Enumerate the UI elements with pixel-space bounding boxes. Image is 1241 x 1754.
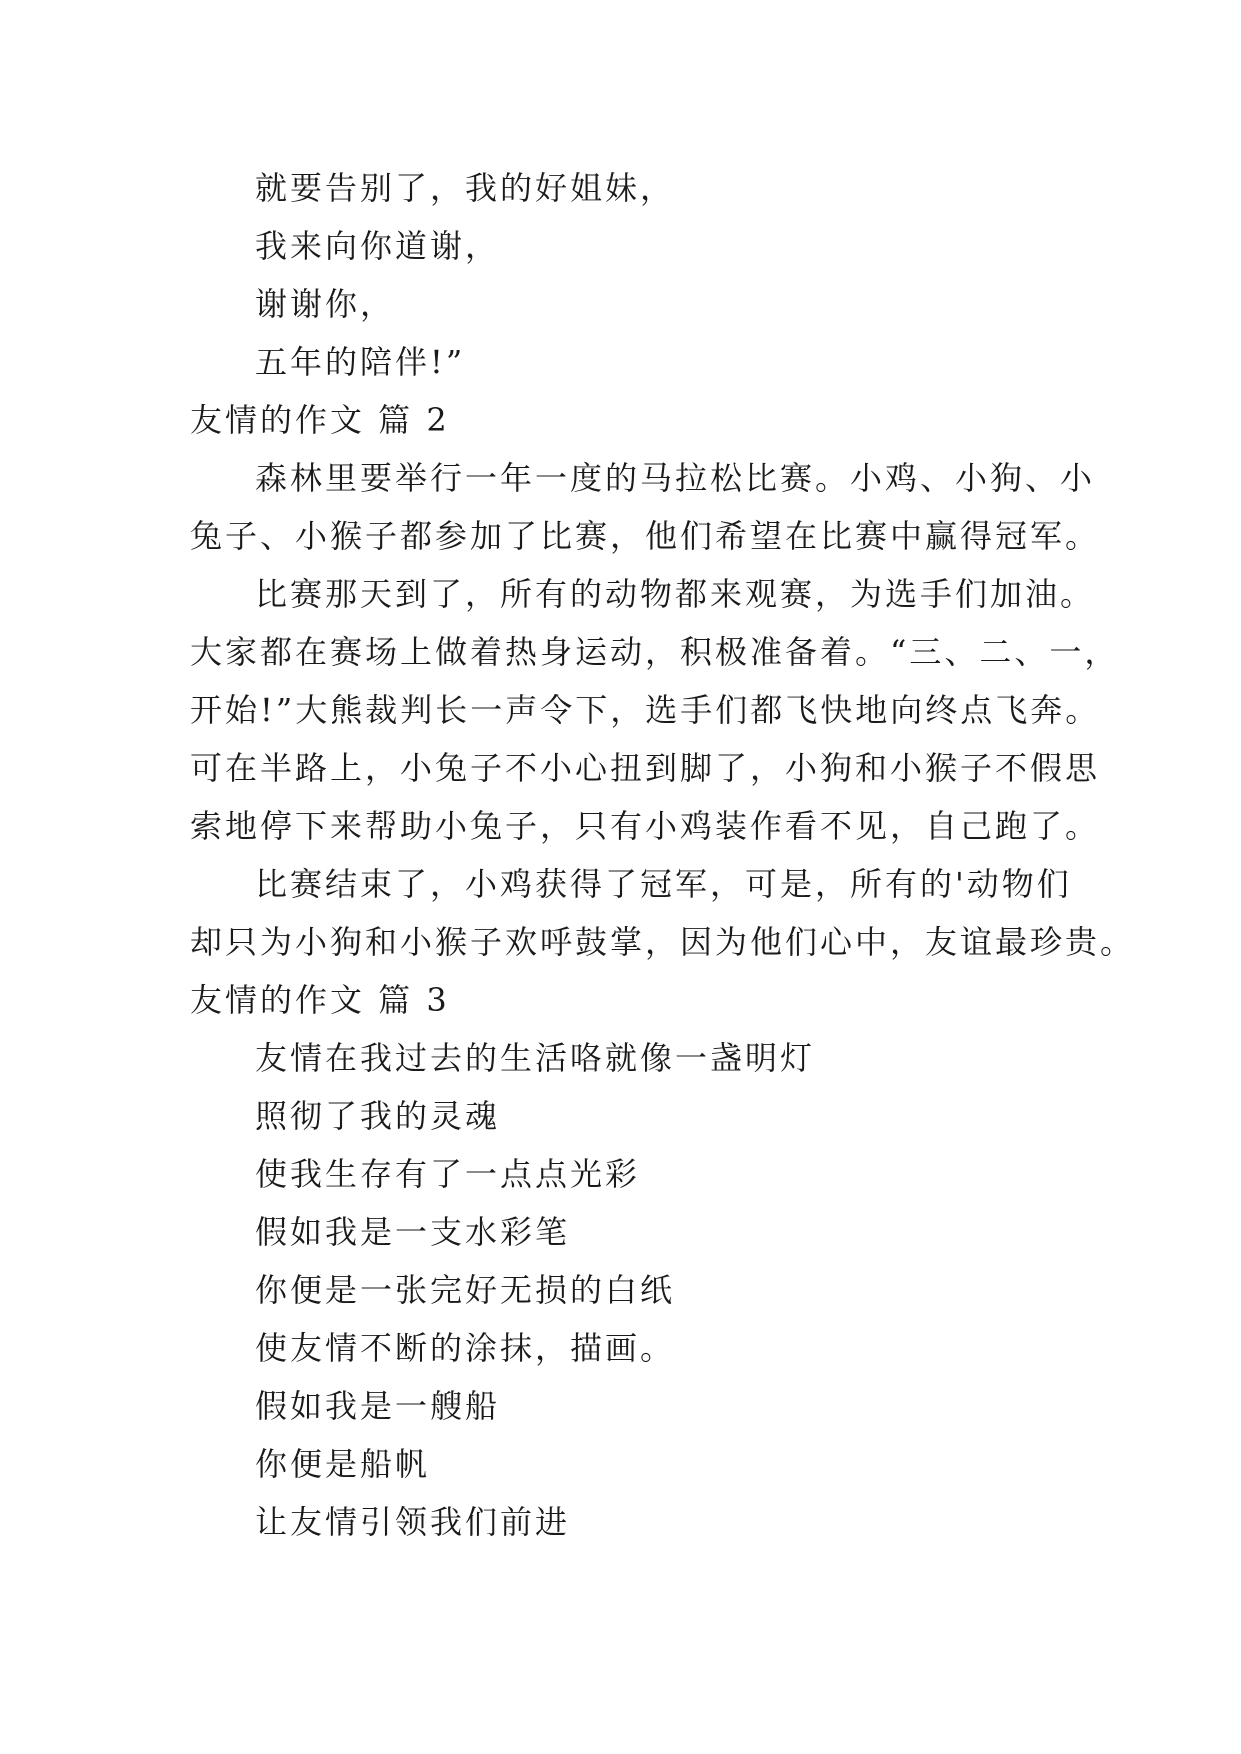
paragraph-line: 比赛结束了，小鸡获得了冠军，可是，所有的'动物们 <box>255 865 1072 903</box>
paragraph-line: 索地停下来帮助小兔子，只有小鸡装作看不见，自己跑了。 <box>190 807 1101 845</box>
poem-line: 使友情不断的涂抹，描画。 <box>255 1329 676 1367</box>
paragraph-line: 可在半路上，小兔子不小心扭到脚了，小狗和小猴子不假思 <box>190 749 1101 787</box>
poem-line: 照彻了我的灵魂 <box>255 1097 501 1135</box>
poem-line: 友情在我过去的生活咯就像一盏明灯 <box>255 1039 816 1077</box>
paragraph-line: 兔子、小猴子都参加了比赛，他们希望在比赛中赢得冠军。 <box>190 517 1101 555</box>
paragraph-line: 却只为小狗和小猴子欢呼鼓掌，因为他们心中，友谊最珍贵。 <box>190 923 1136 961</box>
poem-line: 就要告别了，我的好姐妹， <box>255 169 676 207</box>
poem-line: 你便是船帆 <box>255 1445 431 1483</box>
poem-line: 假如我是一艘船 <box>255 1387 501 1425</box>
poem-line: 使我生存有了一点点光彩 <box>255 1155 641 1193</box>
paragraph-line: 开始!”大熊裁判长一声令下，选手们都飞快地向终点飞奔。 <box>190 691 1101 729</box>
section-heading: 友情的作文 篇 2 <box>190 401 450 439</box>
poem-line: 谢谢你， <box>255 285 396 323</box>
paragraph-line: 大家都在赛场上做着热身运动，积极准备着。“三、二、一， <box>190 633 1120 671</box>
section-heading: 友情的作文 篇 3 <box>190 981 450 1019</box>
poem-line: 我来向你道谢， <box>255 227 501 265</box>
poem-line: 让友情引领我们前进 <box>255 1503 571 1541</box>
poem-line: 假如我是一支水彩笔 <box>255 1213 571 1251</box>
paragraph-line: 比赛那天到了，所有的动物都来观赛，为选手们加油。 <box>255 575 1096 613</box>
poem-line: 你便是一张完好无损的白纸 <box>255 1271 676 1309</box>
poem-line: 五年的陪伴!” <box>255 343 466 381</box>
paragraph-line: 森林里要举行一年一度的马拉松比赛。小鸡、小狗、小 <box>255 459 1096 497</box>
